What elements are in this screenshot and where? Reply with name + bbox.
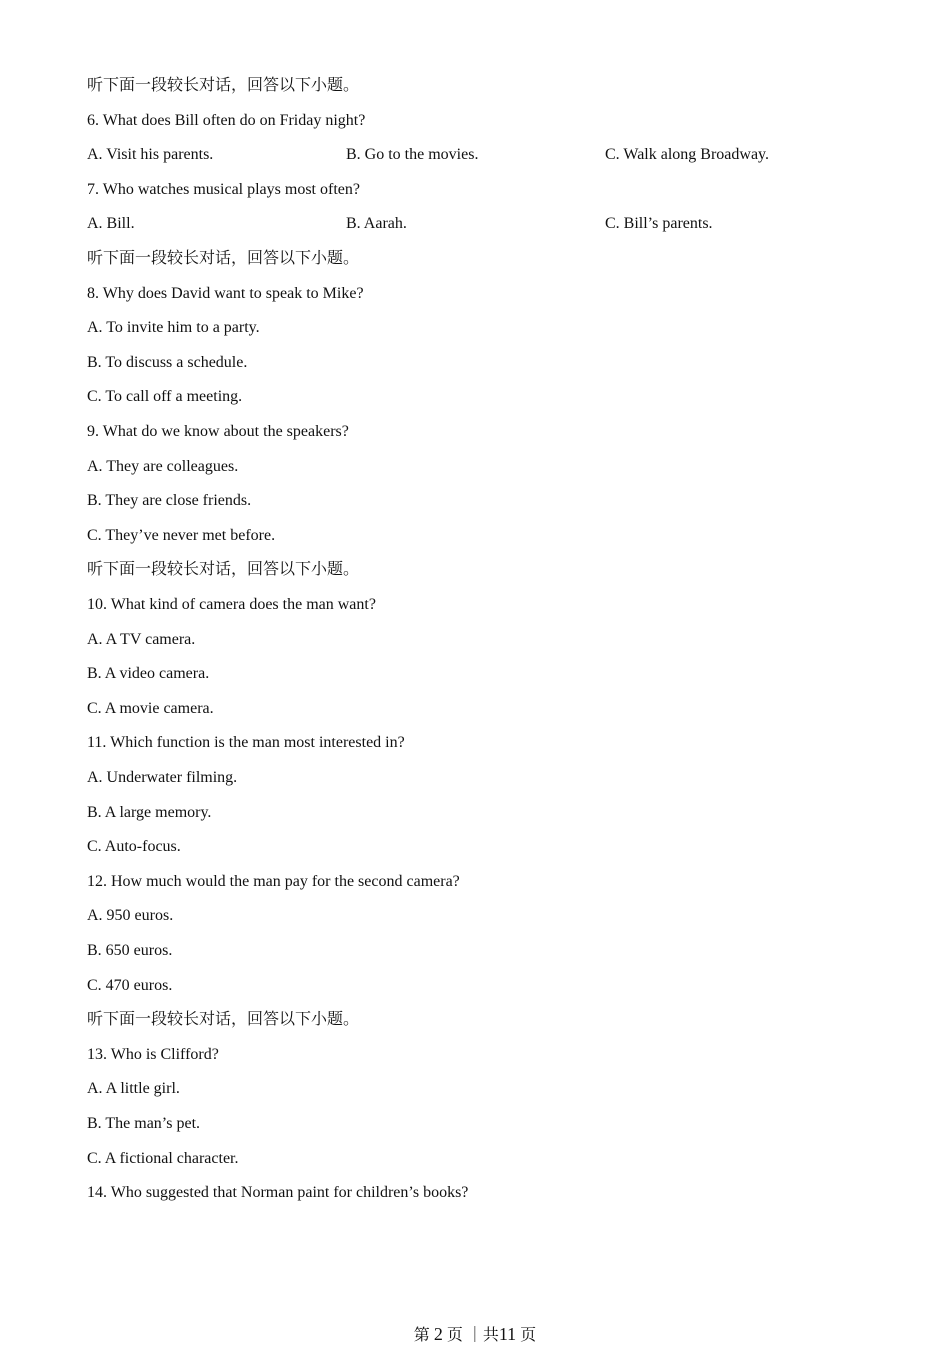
option-text: A. Visit his parents. bbox=[87, 146, 214, 164]
option-text: B. The man’s pet. bbox=[87, 1115, 201, 1132]
option-text: A. They are colleagues. bbox=[87, 457, 239, 475]
option-text: A. A little girl. bbox=[87, 1080, 180, 1098]
option-text: B. To discuss a schedule. bbox=[87, 353, 248, 371]
option-text: B. 650 euros. bbox=[87, 942, 173, 959]
option-text: A. A TV camera. bbox=[87, 630, 196, 648]
section-instruction: 听下面一段较长对话，回答以下小题。 bbox=[87, 1011, 360, 1029]
option-text: C. Walk along Broadway. bbox=[605, 146, 770, 164]
question-text: 12. How much would the man pay for the second camera? bbox=[87, 872, 460, 890]
option-text: C. 470 euros. bbox=[87, 976, 173, 994]
option-text: B. A large memory. bbox=[87, 803, 212, 821]
section-instruction: 听下面一段较长对话，回答以下小题。 bbox=[87, 77, 360, 94]
question-text: 8. Why does David want to speak to Mike? bbox=[87, 284, 364, 302]
footer-prefix: 第 bbox=[413, 1327, 430, 1344]
option-text: C. They’ve never met before. bbox=[87, 526, 276, 544]
option-text: B. A video camera. bbox=[87, 665, 210, 683]
footer-suffix: 页 bbox=[520, 1327, 537, 1344]
option-text: C. Bill’s parents. bbox=[605, 215, 713, 233]
question-text: 10. What kind of camera does the man want? bbox=[87, 596, 376, 613]
option-text: B. They are close friends. bbox=[87, 492, 252, 510]
section-instruction: 听下面一段较长对话，回答以下小题。 bbox=[87, 561, 360, 579]
question-text: 7. Who watches musical plays most often? bbox=[87, 180, 360, 198]
option-text: A. Underwater filming. bbox=[87, 769, 238, 786]
option-text: A. Bill. bbox=[87, 215, 135, 233]
footer-mid: 页 ｜共 bbox=[446, 1327, 499, 1344]
option-text: C. A movie camera. bbox=[87, 699, 214, 717]
option-text: C. To call off a meeting. bbox=[87, 388, 243, 406]
question-text: 6. What does Bill often do on Friday night? bbox=[87, 111, 366, 129]
footer-page-number: 2 bbox=[433, 1324, 443, 1344]
page-footer bbox=[0, 1324, 950, 1346]
question-text: 13. Who is Clifford? bbox=[87, 1045, 219, 1063]
question-text: 14. Who suggested that Norman paint for children’s books? bbox=[87, 1184, 469, 1202]
question-text: 9. What do we know about the speakers? bbox=[87, 423, 349, 440]
footer-total-pages: 11 bbox=[498, 1324, 517, 1344]
section-instruction: 听下面一段较长对话，回答以下小题。 bbox=[87, 250, 360, 267]
option-text: C. A fictional character. bbox=[87, 1149, 239, 1167]
question-text: 11. Which function is the man most interested in? bbox=[87, 734, 405, 752]
option-text: B. Go to the movies. bbox=[346, 146, 479, 164]
option-text: B. Aarah. bbox=[346, 215, 407, 233]
option-text: C. Auto-focus. bbox=[87, 838, 181, 856]
option-text: A. To invite him to a party. bbox=[87, 319, 260, 337]
option-text: A. 950 euros. bbox=[87, 907, 174, 925]
